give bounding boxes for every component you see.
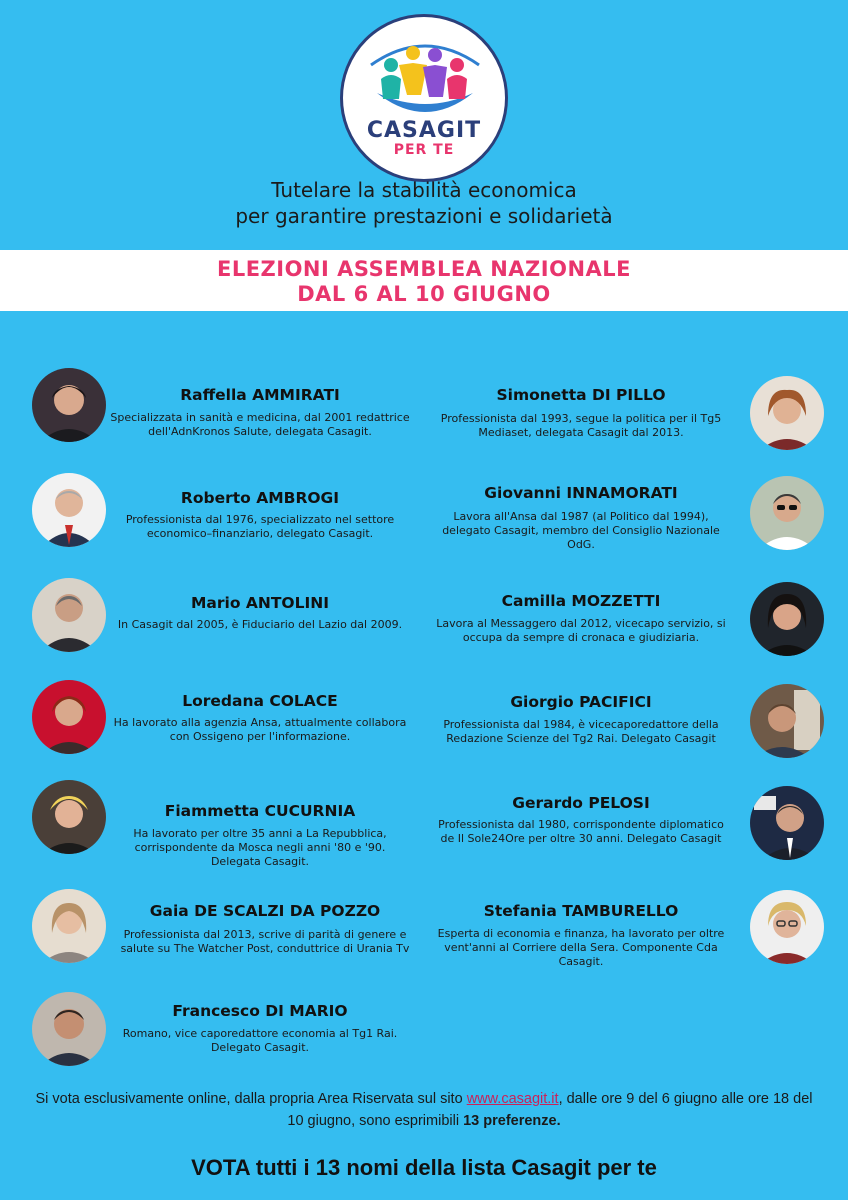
election-banner-title: ELEZIONI ASSEMBLEA NAZIONALE xyxy=(216,257,632,281)
candidate-bio: Ha lavorato per oltre 35 anni a La Repubblica, corrispondente da Mosca negli anni '80 e '90. Delegata Casagit. xyxy=(133,827,387,868)
candidate-bio: Professionista dal 1976, specializzato nel settore economico–finanziario, delegato Casagit. xyxy=(125,513,395,540)
candidate-name: Gerardo PELOSI xyxy=(512,794,650,812)
candidate-card xyxy=(30,887,420,979)
candidate-name: Raffella AMMIRATI xyxy=(180,386,340,404)
call-to-action: VOTA tutti i 13 nomi della lista Casagit per te xyxy=(191,1155,657,1180)
candidate-name: Roberto AMBROGI xyxy=(180,489,340,507)
candidate-name: Giorgio PACIFICI xyxy=(510,693,652,711)
candidate-card xyxy=(30,778,420,870)
tagline-line-1: Tutelare la stabilità economica xyxy=(271,178,577,202)
candidate-name: Camilla MOZZETTI xyxy=(501,592,661,610)
candidate-name: Gaia DE SCALZI DA POZZO xyxy=(149,902,381,920)
candidate-photo xyxy=(750,376,824,450)
candidate-name: Simonetta DI PILLO xyxy=(496,386,666,404)
candidate-card xyxy=(428,684,826,776)
candidate-card xyxy=(30,471,420,563)
candidate-bio: Lavora all'Ansa dal 1987 (al Politico dal 1994), delegato Casagit, membro del Consiglio Nazionale OdG. xyxy=(442,510,720,551)
candidate-card xyxy=(30,990,420,1082)
candidate-photo xyxy=(750,582,824,656)
people-figures-icon xyxy=(369,35,481,119)
candidate-card xyxy=(428,474,826,566)
candidate-name: Giovanni INNAMORATI xyxy=(484,484,678,502)
candidate-photo xyxy=(750,786,824,860)
candidate-card xyxy=(428,582,826,674)
candidate-name: Fiammetta CUCURNIA xyxy=(164,802,356,820)
candidate-card xyxy=(30,678,420,770)
candidate-bio: Professionista dal 1980, corrispondente diplomatico de Il Sole24Ore per oltre 30 anni. Delegato Casagit xyxy=(438,818,724,845)
candidate-photo xyxy=(750,476,824,550)
preferences-count: 13 preferenze. xyxy=(463,1113,561,1129)
candidate-photo xyxy=(32,578,106,652)
candidate-card xyxy=(30,366,420,458)
candidate-card xyxy=(428,890,826,982)
candidate-bio: Ha lavorato alla agenzia Ansa, attualmente collabora con Ossigeno per l'informazione. xyxy=(113,716,407,743)
candidate-name: Francesco DI MARIO xyxy=(172,1002,348,1020)
casagit-logo xyxy=(340,14,508,182)
voting-instructions xyxy=(30,1088,818,1132)
candidate-card xyxy=(428,786,826,878)
candidate-bio: Esperta di economia e finanza, ha lavorato per oltre vent'anni al Corriere della Sera. Componente Cda Casagit. xyxy=(437,927,725,968)
candidate-photo xyxy=(32,889,106,963)
candidate-name: Mario ANTOLINI xyxy=(191,594,329,612)
voting-instructions-part-2: , dalle ore 9 del 6 giugno alle ore 18 del 10 giugno, sono esprimibili xyxy=(287,1091,813,1129)
candidate-photo xyxy=(32,368,106,442)
voting-instructions-part-1: Si vota esclusivamente online, dalla propria Area Riservata sul sito xyxy=(35,1091,467,1107)
candidate-bio: Professionista dal 1984, è vicecaporedattore della Redazione Scienze del Tg2 Rai. Delegato Casagit xyxy=(443,718,719,745)
candidate-photo xyxy=(32,473,106,547)
candidate-bio: In Casagit dal 2005, è Fiduciario del Lazio dal 2009. xyxy=(117,618,403,631)
candidate-card xyxy=(30,576,420,668)
candidate-photo xyxy=(32,992,106,1066)
candidate-bio: Specializzata in sanità e medicina, dal 2001 redattrice dell'AdnKronos Salute, delegata Casagit. xyxy=(110,411,410,438)
casagit-website-link[interactable]: www.casagit.it xyxy=(466,1091,559,1107)
candidate-photo xyxy=(32,680,106,754)
logo-subtitle: PER TE xyxy=(393,142,455,158)
candidate-card xyxy=(428,374,826,466)
election-banner-dates: DAL 6 AL 10 GIUGNO xyxy=(297,282,551,306)
tagline-line-2: per garantire prestazioni e solidarietà xyxy=(235,204,613,228)
candidate-bio: Lavora al Messaggero dal 2012, vicecapo servizio, si occupa da sempre di cronaca e giudiziaria. xyxy=(436,617,726,644)
candidate-name: Stefania TAMBURELLO xyxy=(483,902,679,920)
candidate-photo xyxy=(32,780,106,854)
candidate-photo xyxy=(750,684,824,758)
logo-wordmark: CASAGIT xyxy=(366,118,482,143)
candidate-name: Loredana COLACE xyxy=(182,692,338,710)
candidate-bio: Romano, vice caporedattore economia al Tg1 Rai. Delegato Casagit. xyxy=(122,1027,398,1054)
candidate-bio: Professionista dal 1993, segue la politica per il Tg5 Mediaset, delegata Casagit dal 2013. xyxy=(440,412,722,439)
candidate-bio: Professionista dal 2013, scrive di parità di genere e salute su The Watcher Post, conduttrice di Urania Tv xyxy=(120,928,410,955)
candidate-photo xyxy=(750,890,824,964)
